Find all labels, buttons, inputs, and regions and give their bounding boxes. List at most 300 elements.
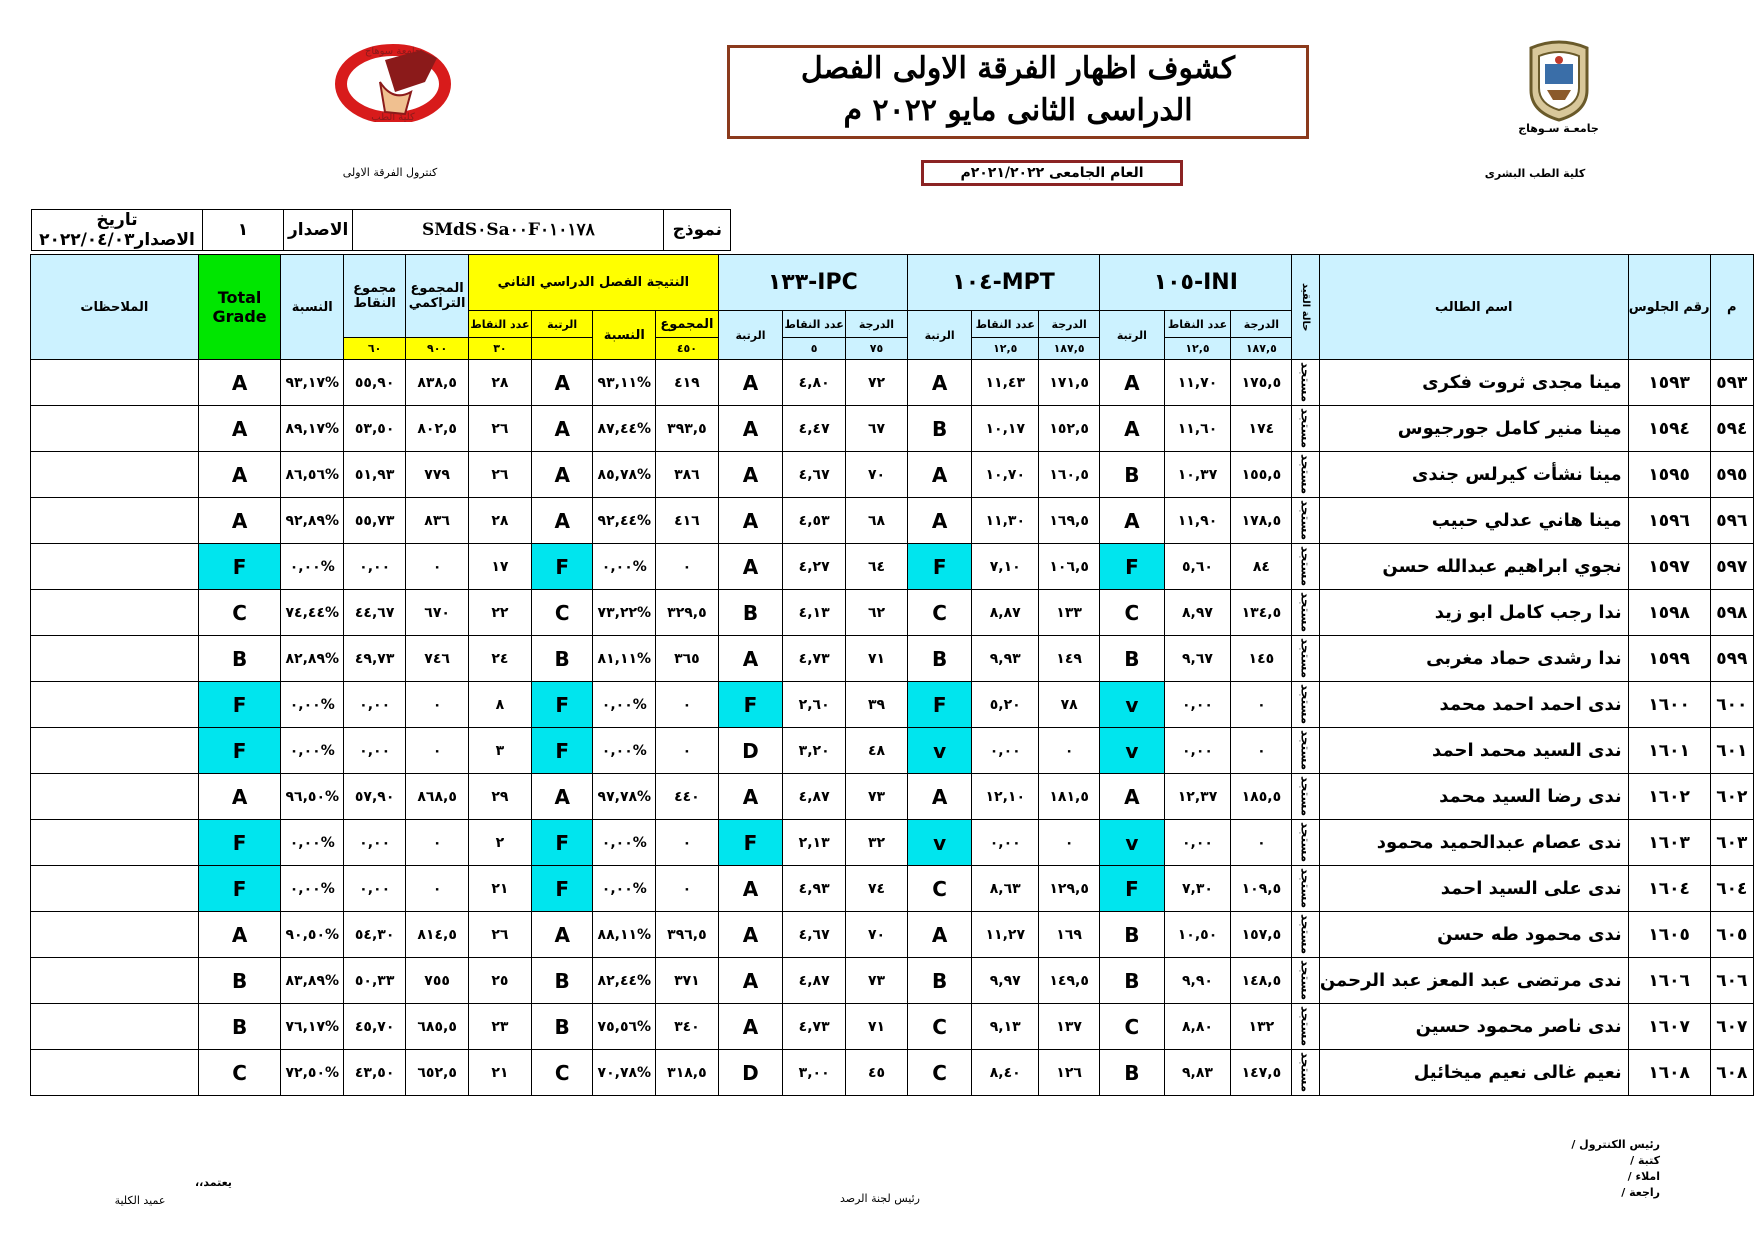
ipc-rank-cell: D [718, 728, 782, 774]
row-num: ٦٠٤ [1710, 866, 1753, 912]
notes-cell [31, 728, 199, 774]
ini-max-degree: ١٨٧,٥ [1231, 338, 1292, 360]
mpt-rank-cell: C [907, 866, 971, 912]
cum-total-cell: ٨٠٢,٥ [406, 406, 469, 452]
row-num: ٥٩٩ [1710, 636, 1753, 682]
mpt-rank-cell: C [907, 1050, 971, 1096]
cum-percent-cell: %٩٣,١٧ [281, 360, 344, 406]
row-num: ٦٠٨ [1710, 1050, 1753, 1096]
enrollment-status: مستجد [1292, 866, 1319, 912]
mpt-degree-cell: ١٢٦ [1039, 1050, 1100, 1096]
ini-points-cell: ٧,٣٠ [1164, 866, 1231, 912]
review: راجعة / [1621, 1186, 1660, 1199]
cum-points-cell: ٤٤,٦٧ [344, 590, 406, 636]
mpt-rank-cell: F [907, 682, 971, 728]
student-name: مينا نشأت كيرلس جندى [1319, 452, 1628, 498]
sem-total-cell: ٠ [656, 820, 719, 866]
sem-points-cell: ١٧ [469, 544, 532, 590]
col-name: اسم الطالب [1319, 255, 1628, 360]
sem-rank-cell: A [531, 912, 593, 958]
sem-rank-cell: B [531, 958, 593, 1004]
ipc-points-cell: ٤,٨٧ [783, 958, 846, 1004]
sem-total-cell: ٠ [656, 544, 719, 590]
ipc-max-degree: ٧٥ [846, 338, 908, 360]
cum-percent-cell: %٨٢,٨٩ [281, 636, 344, 682]
mpt-rank-cell: C [907, 1004, 971, 1050]
notes-cell [31, 360, 199, 406]
row-num: ٥٩٧ [1710, 544, 1753, 590]
ipc-points-cell: ٤,٤٧ [783, 406, 846, 452]
notes-cell [31, 636, 199, 682]
university-logo [1525, 40, 1593, 122]
col-notes: الملاحظات [31, 255, 199, 360]
student-name: ندا رجب كامل ابو زيد [1319, 590, 1628, 636]
seat-number: ١٦٠٣ [1628, 820, 1710, 866]
ini-rank-cell: B [1100, 636, 1164, 682]
mpt-points-cell: ١٢,١٠ [972, 774, 1039, 820]
sem-percent-cell: %٠,٠٠ [593, 728, 656, 774]
mpt-points-cell: ٩,٩٣ [972, 636, 1039, 682]
row-num: ٦٠٣ [1710, 820, 1753, 866]
col-status: حالة القيد [1292, 255, 1319, 360]
enrollment-status: مستجد [1292, 544, 1319, 590]
sem-percent-cell: %٩٢,٤٤ [593, 498, 656, 544]
mpt-degree-cell: ١٢٩,٥ [1039, 866, 1100, 912]
mpt-rank-cell: B [907, 636, 971, 682]
enrollment-status: مستجد [1292, 820, 1319, 866]
sem-rank-blank [531, 338, 593, 360]
ini-rank-cell: B [1100, 958, 1164, 1004]
seat-number: ١٥٩٨ [1628, 590, 1710, 636]
sem-percent-cell: %٩٧,٧٨ [593, 774, 656, 820]
sem-points-cell: ٣ [469, 728, 532, 774]
cum-percent-cell: %٩٦,٥٠ [281, 774, 344, 820]
total-grade-cell: F [198, 544, 281, 590]
mpt-rank-cell: B [907, 958, 971, 1004]
ini-degree-cell: ١٧٥,٥ [1231, 360, 1292, 406]
ini-rank-cell: v [1100, 682, 1164, 728]
row-num: ٥٩٤ [1710, 406, 1753, 452]
cum-percent-cell: %٠,٠٠ [281, 728, 344, 774]
ipc-rank-cell: A [718, 406, 782, 452]
student-name: ندى احمد احمد محمد [1319, 682, 1628, 728]
cum-points-cell: ٥٤,٣٠ [344, 912, 406, 958]
sem-percent-cell: %٠,٠٠ [593, 682, 656, 728]
ipc-degree-cell: ٦٢ [846, 590, 908, 636]
ipc-rank-cell: A [718, 912, 782, 958]
ipc-points-cell: ٤,٦٧ [783, 912, 846, 958]
table-row [31, 820, 1754, 866]
ipc-degree-cell: ٧٢ [846, 360, 908, 406]
enrollment-status: مستجد [1292, 590, 1319, 636]
sem-points-cell: ٢٣ [469, 1004, 532, 1050]
cum-points-cell: ٥٥,٩٠ [344, 360, 406, 406]
sem-percent-cell: %٧٣,٢٢ [593, 590, 656, 636]
student-name: مينا هاني عدلي حبيب [1319, 498, 1628, 544]
student-name: ندى رضا السيد محمد [1319, 774, 1628, 820]
ini-points-cell: ١٢,٣٧ [1164, 774, 1231, 820]
student-name: نعيم غالى نعيم ميخائيل [1319, 1050, 1628, 1096]
dictation: املاء / [1627, 1170, 1660, 1183]
total-grade-cell: F [198, 682, 281, 728]
cum-points-cell: ٠,٠٠ [344, 682, 406, 728]
cum-total-cell: ٠ [406, 820, 469, 866]
enrollment-status: مستجد [1292, 682, 1319, 728]
ipc-degree-cell: ٧٠ [846, 452, 908, 498]
ini-rank-cell: F [1100, 544, 1164, 590]
sem-rank-cell: A [531, 406, 593, 452]
approved: يعتمد،، [195, 1176, 232, 1189]
ipc-rank-cell: A [718, 1004, 782, 1050]
ipc-points-cell: ٤,٩٣ [783, 866, 846, 912]
cum-points-cell: ٠,٠٠ [344, 866, 406, 912]
table-row [31, 590, 1754, 636]
ini-degree-cell: ١٠٩,٥ [1231, 866, 1292, 912]
seat-number: ١٦٠٥ [1628, 912, 1710, 958]
student-name: مينا منير كامل جورجيوس [1319, 406, 1628, 452]
ini-points-cell: ٥,٦٠ [1164, 544, 1231, 590]
cum-percent-cell: %٨٦,٥٦ [281, 452, 344, 498]
sem-rank-cell: C [531, 590, 593, 636]
svg-text:كلية الطب: كلية الطب [371, 112, 415, 122]
seat-number: ١٥٩٩ [1628, 636, 1710, 682]
table-row [31, 958, 1754, 1004]
student-name: ندى على السيد احمد [1319, 866, 1628, 912]
mpt-points-cell: ١١,٣٠ [972, 498, 1039, 544]
notes-cell [31, 820, 199, 866]
mpt-points-cell: ١٠,١٧ [972, 406, 1039, 452]
notes-cell [31, 590, 199, 636]
ipc-rank-cell: A [718, 958, 782, 1004]
sem-percent-cell: %٨١,١١ [593, 636, 656, 682]
ipc-degree-cell: ٧٣ [846, 958, 908, 1004]
mpt-points: عدد النقاط [972, 311, 1039, 338]
ipc-degree-cell: ٦٨ [846, 498, 908, 544]
mpt-rank-cell: v [907, 728, 971, 774]
ipc-degree-cell: ٧٤ [846, 866, 908, 912]
mpt-degree-cell: ١٦٩ [1039, 912, 1100, 958]
sem-points-cell: ٢١ [469, 1050, 532, 1096]
enrollment-status: مستجد [1292, 774, 1319, 820]
sem-points-cell: ٨ [469, 682, 532, 728]
ini-degree-cell: ١٤٨,٥ [1231, 958, 1292, 1004]
mpt-degree: الدرجة [1039, 311, 1100, 338]
seat-number: ١٦٠٧ [1628, 1004, 1710, 1050]
row-num: ٥٩٦ [1710, 498, 1753, 544]
ini-points-cell: ٠,٠٠ [1164, 820, 1231, 866]
cum-total-cell: ٠ [406, 866, 469, 912]
col-seat: رقم الجلوس [1628, 255, 1710, 360]
cum-total-cell: ٠ [406, 682, 469, 728]
ipc-points-cell: ٤,٥٣ [783, 498, 846, 544]
ipc-rank: الرتبة [718, 311, 782, 360]
student-name: ندى عصام عبدالحميد محمود [1319, 820, 1628, 866]
total-grade-cell: B [198, 958, 281, 1004]
row-num: ٦٠٢ [1710, 774, 1753, 820]
cum-total-cell: ٦٨٥,٥ [406, 1004, 469, 1050]
sem-percent: النسبة [593, 311, 656, 360]
ini-rank-cell: B [1100, 1050, 1164, 1096]
col-cum-percent: النسبة [281, 255, 344, 360]
mpt-points-cell: ٨,٨٧ [972, 590, 1039, 636]
cum-points-cell: ٥٣,٥٠ [344, 406, 406, 452]
cum-percent-cell: %٩٠,٥٠ [281, 912, 344, 958]
enrollment-status: مستجد [1292, 1004, 1319, 1050]
title-line-2: الدراسى الثانى مايو ٢٠٢٢ م [843, 93, 1193, 128]
course-mpt: MPT-١٠٤ [907, 255, 1099, 311]
ini-rank-cell: A [1100, 406, 1164, 452]
total-grade-cell: A [198, 774, 281, 820]
total-grade-cell: A [198, 912, 281, 958]
mpt-degree-cell: ١٥٢,٥ [1039, 406, 1100, 452]
row-num: ٦٠٧ [1710, 1004, 1753, 1050]
student-name: ندى ناصر محمود حسين [1319, 1004, 1628, 1050]
mpt-degree-cell: ١٦٩,٥ [1039, 498, 1100, 544]
sem-percent-cell: %٧٠,٧٨ [593, 1050, 656, 1096]
ini-points-cell: ١١,٧٠ [1164, 360, 1231, 406]
mpt-rank-cell: v [907, 820, 971, 866]
enrollment-status: مستجد [1292, 958, 1319, 1004]
sem-total-cell: ٠ [656, 728, 719, 774]
sem-percent-cell: %٩٣,١١ [593, 360, 656, 406]
ipc-points-cell: ٤,٨٧ [783, 774, 846, 820]
mpt-degree-cell: ٠ [1039, 820, 1100, 866]
page-title [727, 45, 1309, 139]
sem-total-cell: ٣٨٦ [656, 452, 719, 498]
seat-number: ١٥٩٤ [1628, 406, 1710, 452]
total-grade-cell: F [198, 866, 281, 912]
ipc-degree-cell: ٤٨ [846, 728, 908, 774]
mpt-points-cell: ٩,٩٧ [972, 958, 1039, 1004]
seat-number: ١٦٠٨ [1628, 1050, 1710, 1096]
mpt-max-points: ١٢,٥ [972, 338, 1039, 360]
cum-total-max: ٩٠٠ [406, 338, 469, 360]
student-name: ندا رشدى حماد مغربى [1319, 636, 1628, 682]
student-name: مينا مجدى ثروت فكرى [1319, 360, 1628, 406]
notes-cell [31, 406, 199, 452]
ipc-rank-cell: F [718, 820, 782, 866]
cum-points-cell: ٠,٠٠ [344, 728, 406, 774]
results-body [31, 360, 1754, 1096]
sem-total-cell: ٣٢٩,٥ [656, 590, 719, 636]
col-cum-points: مجموع النقاط [344, 255, 406, 338]
mpt-degree-cell: ١٧١,٥ [1039, 360, 1100, 406]
cum-points-cell: ٥٧,٩٠ [344, 774, 406, 820]
ini-rank-cell: v [1100, 728, 1164, 774]
ipc-degree-cell: ٧١ [846, 636, 908, 682]
cum-percent-cell: %٨٣,٨٩ [281, 958, 344, 1004]
ipc-points-cell: ٤,٧٣ [783, 1004, 846, 1050]
cum-points-cell: ٠,٠٠ [344, 544, 406, 590]
cum-total-cell: ٨٣٦ [406, 498, 469, 544]
ipc-rank-cell: F [718, 682, 782, 728]
academic-year: العام الجامعى ٢٠٢١/٢٠٢٢م [921, 160, 1183, 186]
total-grade-cell: B [198, 1004, 281, 1050]
notes-cell [31, 1050, 199, 1096]
sem-points-cell: ٢٤ [469, 636, 532, 682]
mpt-max-degree: ١٨٧,٥ [1039, 338, 1100, 360]
sem-points-cell: ٢٢ [469, 590, 532, 636]
ini-degree-cell: ١٥٥,٥ [1231, 452, 1292, 498]
cum-percent-cell: %٠,٠٠ [281, 544, 344, 590]
enrollment-status: مستجد [1292, 452, 1319, 498]
sem-rank-cell: A [531, 498, 593, 544]
ini-points-cell: ١٠,٥٠ [1164, 912, 1231, 958]
cum-total-cell: ٨٦٨,٥ [406, 774, 469, 820]
sem-rank-cell: A [531, 452, 593, 498]
row-num: ٦٠٠ [1710, 682, 1753, 728]
sem-points-cell: ٢١ [469, 866, 532, 912]
ini-rank-cell: F [1100, 866, 1164, 912]
sem-total-cell: ٠ [656, 866, 719, 912]
mpt-points-cell: ١٠,٧٠ [972, 452, 1039, 498]
seat-number: ١٦٠٢ [1628, 774, 1710, 820]
sem-total-cell: ٤٤٠ [656, 774, 719, 820]
mpt-rank-cell: A [907, 498, 971, 544]
ipc-degree-cell: ٤٥ [846, 1050, 908, 1096]
ini-points-cell: ٩,٦٧ [1164, 636, 1231, 682]
cum-percent-cell: %٩٢,٨٩ [281, 498, 344, 544]
ini-degree-cell: ١٤٥ [1231, 636, 1292, 682]
cum-points-cell: ٥١,٩٣ [344, 452, 406, 498]
mpt-degree-cell: ١٠٦,٥ [1039, 544, 1100, 590]
cum-total-cell: ٦٧٠ [406, 590, 469, 636]
row-num: ٥٩٨ [1710, 590, 1753, 636]
sem-percent-cell: %٠,٠٠ [593, 820, 656, 866]
sem-percent-cell: %٨٨,١١ [593, 912, 656, 958]
sem-total-cell: ٣٩٣,٥ [656, 406, 719, 452]
dean: عميد الكلية [114, 1194, 166, 1207]
mpt-degree-cell: ٧٨ [1039, 682, 1100, 728]
sem-points-cell: ٢٦ [469, 912, 532, 958]
model-label: نموذج [664, 210, 731, 251]
ini-degree-cell: ٠ [1231, 728, 1292, 774]
ini-degree: الدرجة [1231, 311, 1292, 338]
enrollment-status: مستجد [1292, 360, 1319, 406]
ini-rank-cell: A [1100, 774, 1164, 820]
ini-rank-cell: B [1100, 452, 1164, 498]
table-row [31, 1004, 1754, 1050]
ipc-rank-cell: A [718, 498, 782, 544]
ipc-rank-cell: A [718, 452, 782, 498]
enrollment-status: مستجد [1292, 912, 1319, 958]
sem-points-cell: ٢٨ [469, 498, 532, 544]
notes-cell [31, 1004, 199, 1050]
cum-total-cell: ٦٥٢,٥ [406, 1050, 469, 1096]
total-grade-cell: A [198, 498, 281, 544]
cum-percent-cell: %٧٦,١٧ [281, 1004, 344, 1050]
ini-max-points: ١٢,٥ [1164, 338, 1231, 360]
mpt-degree-cell: ١٨١,٥ [1039, 774, 1100, 820]
row-num: ٥٩٥ [1710, 452, 1753, 498]
table-row [31, 452, 1754, 498]
ipc-points-cell: ٤,١٣ [783, 590, 846, 636]
signatures [1510, 1137, 1660, 1201]
seat-number: ١٥٩٥ [1628, 452, 1710, 498]
cum-total-cell: ٠ [406, 544, 469, 590]
ini-points-cell: ١١,٩٠ [1164, 498, 1231, 544]
sem-total-cell: ٠ [656, 682, 719, 728]
edition-value: ١ [203, 210, 284, 251]
seat-number: ١٥٩٦ [1628, 498, 1710, 544]
mpt-points-cell: ١١,٤٣ [972, 360, 1039, 406]
notes-cell [31, 498, 199, 544]
cum-total-cell: ٠ [406, 728, 469, 774]
ipc-degree-cell: ٦٤ [846, 544, 908, 590]
title-line-1: كشوف اظهار الفرقة الاولى الفصل [800, 51, 1236, 86]
ini-rank-cell: A [1100, 498, 1164, 544]
sem-points-max: ٣٠ [469, 338, 532, 360]
table-row [31, 728, 1754, 774]
committee-head: رئيس لجنة الرصد [840, 1192, 920, 1205]
mpt-rank-cell: A [907, 912, 971, 958]
row-num: ٦٠٦ [1710, 958, 1753, 1004]
mpt-rank-cell: A [907, 452, 971, 498]
cum-total-cell: ٧٧٩ [406, 452, 469, 498]
sem-rank-cell: A [531, 360, 593, 406]
mpt-degree-cell: ١٤٩,٥ [1039, 958, 1100, 1004]
notes-cell [31, 958, 199, 1004]
cum-percent-cell: %٠,٠٠ [281, 820, 344, 866]
ini-degree-cell: ٨٤ [1231, 544, 1292, 590]
mpt-degree-cell: ١٣٣ [1039, 590, 1100, 636]
sem-total-cell: ٤١٩ [656, 360, 719, 406]
total-grade-cell: C [198, 590, 281, 636]
svg-text:جامعة سوهاج: جامعة سوهاج [364, 46, 422, 57]
mpt-degree-cell: ١٤٩ [1039, 636, 1100, 682]
sem-points-cell: ٢٦ [469, 406, 532, 452]
sem-points-cell: ٢٥ [469, 958, 532, 1004]
cum-points-cell: ٤٥,٧٠ [344, 1004, 406, 1050]
cum-points-cell: ٤٩,٧٣ [344, 636, 406, 682]
ini-points: عدد النقاط [1164, 311, 1231, 338]
mpt-rank-cell: F [907, 544, 971, 590]
course-ipc: IPC-١٣٣ [718, 255, 907, 311]
issue-date: تاريخ الاصدار٢٠٢٢/٠٤/٠٣ [32, 210, 203, 251]
notes-cell [31, 682, 199, 728]
cum-percent-cell: %٧٤,٤٤ [281, 590, 344, 636]
ini-points-cell: ٩,٩٠ [1164, 958, 1231, 1004]
mpt-rank-cell: A [907, 774, 971, 820]
ipc-degree-cell: ٧١ [846, 1004, 908, 1050]
cum-points-cell: ٥٥,٧٣ [344, 498, 406, 544]
cum-points-max: ٦٠ [344, 338, 406, 360]
ini-rank-cell: C [1100, 590, 1164, 636]
mpt-points-cell: ٨,٤٠ [972, 1050, 1039, 1096]
ipc-rank-cell: A [718, 544, 782, 590]
cum-total-cell: ٨١٤,٥ [406, 912, 469, 958]
notes-cell [31, 452, 199, 498]
sem-rank-cell: F [531, 682, 593, 728]
ini-rank-cell: C [1100, 1004, 1164, 1050]
ipc-rank-cell: D [718, 1050, 782, 1096]
ipc-rank-cell: A [718, 866, 782, 912]
sem-points: عدد النقاط [469, 311, 532, 338]
ipc-points: عدد النقاط [783, 311, 846, 338]
ini-rank-cell: B [1100, 912, 1164, 958]
ini-points-cell: ٩,٨٣ [1164, 1050, 1231, 1096]
sem-points-cell: ٢ [469, 820, 532, 866]
ipc-rank-cell: A [718, 774, 782, 820]
seat-number: ١٥٩٧ [1628, 544, 1710, 590]
control-head: رئيس الكنترول / [1571, 1138, 1660, 1151]
sem-points-cell: ٢٨ [469, 360, 532, 406]
ini-degree-cell: ١٥٧,٥ [1231, 912, 1292, 958]
mpt-points-cell: ٠,٠٠ [972, 728, 1039, 774]
notes-cell [31, 912, 199, 958]
enrollment-status: مستجد [1292, 406, 1319, 452]
mpt-rank-cell: B [907, 406, 971, 452]
